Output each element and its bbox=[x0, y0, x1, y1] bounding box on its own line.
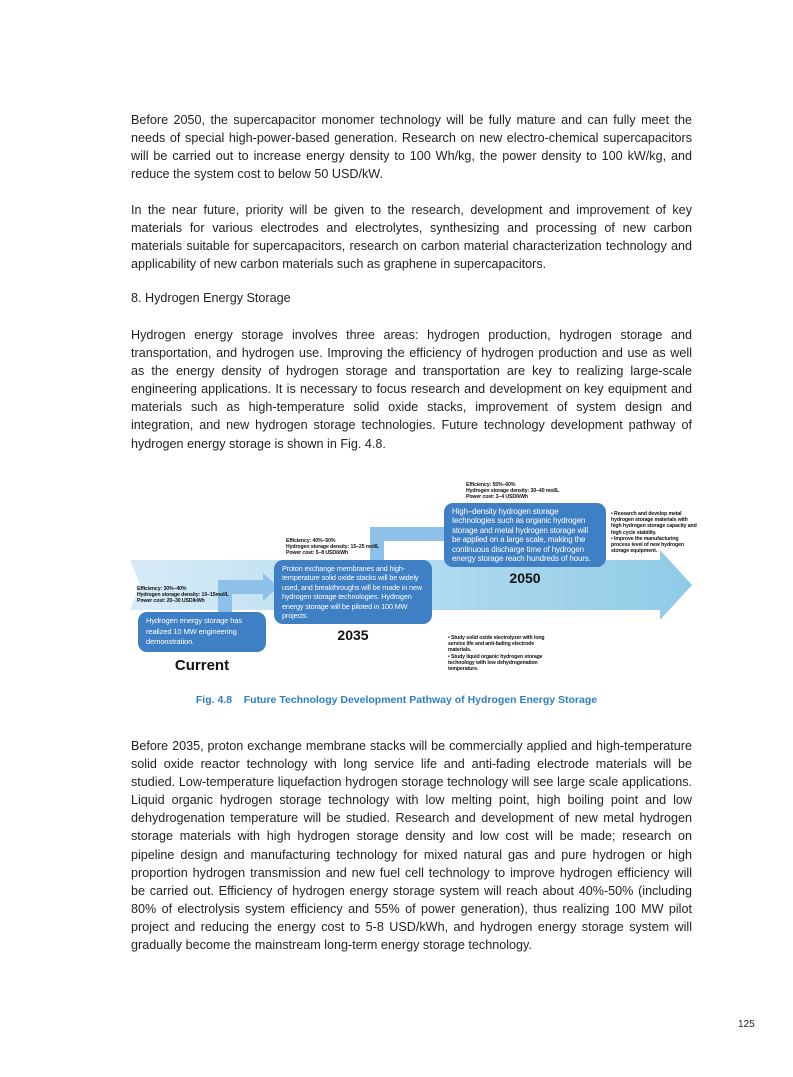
note-item: • Study solid oxide electrolyzer with long service life and anti-fading electrode materials. bbox=[448, 635, 545, 654]
metric-density: Hydrogen storage density: 15–25 mol/L bbox=[286, 544, 380, 551]
current-box: Hydrogen energy storage has realized 10 MW engineering demonstration. bbox=[138, 612, 266, 652]
note-item: • Research and develop metal hydrogen storage materials with high hydrogen storage capacity and high cycle stability. bbox=[611, 511, 697, 536]
metric-density: Hydrogen storage density: 30–40 mol/L bbox=[466, 488, 560, 495]
metric-efficiency: Efficiency: 40%–50% bbox=[286, 538, 336, 544]
2035-label: 2035 bbox=[337, 627, 369, 644]
paragraph-supercapacitor-2050: Before 2050, the supercapacitor monomer technology will be fully mature and can fully meet the needs of special high-power-based generation. Research on new electro-chemical supercapacitors will be carried out to increase energy density to 100 Wh/kg, the power density to 100 kW/kg, and reduce the system cost to below 50 USD/kW. bbox=[131, 113, 692, 182]
figure-caption: Fig. 4.8 Future Technology Development Pathway of Hydrogen Energy Storage bbox=[195, 694, 598, 706]
metric-efficiency: Efficiency: 30%–40% bbox=[137, 586, 187, 592]
current-metrics bbox=[137, 586, 267, 605]
page-number: 125 bbox=[738, 1019, 755, 1030]
2035-box: Proton exchange membranes and high-temperature solid oxide stacks will be widely used, and breakthroughs will be made in new hydrogen storage technologies. Hydrogen energy storage will be piloted in 100 MW projects. bbox=[274, 560, 432, 624]
note-item: • Study liquid organic hydrogen storage technology with low dehydrogenation temperature. bbox=[448, 653, 543, 673]
2050-metrics bbox=[466, 482, 596, 501]
note-item: • Improve the manufacturing process level of new hydrogen storage equipment. bbox=[611, 535, 684, 555]
2035-notes bbox=[448, 635, 558, 672]
current-label: Current bbox=[174, 656, 230, 674]
current-column bbox=[138, 612, 266, 674]
metric-density: Hydrogen storage density: 10–15mol/L bbox=[137, 592, 229, 599]
paragraph-supercapacitor-near-future: In the near future, priority will be given to the research, development and improvement of key materials for various electrodes and electrolytes, synthesizing and processing of new carbon materials suitable for supercapacitors, research on carbon material characterization technology and applicability of new carbon materials such as graphene in supercapacitors. bbox=[131, 203, 692, 272]
2050-label: 2050 bbox=[509, 570, 541, 587]
metric-cost: Power cost: 5–8 USD/kWh bbox=[286, 550, 348, 557]
paragraph-hydrogen-intro: Hydrogen energy storage involves three areas: hydrogen production, hydrogen storage and transportation, and hydrogen use. Improving the efficiency of hydrogen production and use as well as the energy density of hydrogen storage and transportation are key to realizing large-scale engineering applications. It is necessary to focus research and development on key equipment and materials such as high-temperature solid oxide stacks, improvement of system design and integration, and new hydrogen storage technologies. Future technology development pathway of hydrogen energy storage is shown in Fig. 4.8. bbox=[131, 328, 692, 451]
2035-column bbox=[274, 560, 432, 643]
paragraph-before-2035: Before 2035, proton exchange membrane stacks will be commercially applied and high-temperature solid oxide reactor technology with long service life and anti-fading electrode materials will be studied. Low-temperature liquefaction hydrogen storage technology will see large scale applications. Liquid organic hydrogen storage technology with low melting point, high boiling point and low dehydrogenation temperature will be studied. Research and development of new metal hydrogen storage materials with high hydrogen storage density and low cost will be made; research on pipeline design and manufacturing technology for mixed natural gas and pure hydrogen or high proportion hydrogen transmission and new fuel cell technology to improve hydrogen efficiency will be carried out. Efficiency of hydrogen energy storage system will reach about 40%-50% (including 80% of electrolysis system efficiency and 55% of power generation), thus realizing 100 MW pilot project and reducing the energy cost to 5-8 USD/kWh, and hydrogen energy storage system will gradually become the mainstream long-term energy storage technology. bbox=[131, 739, 692, 953]
2050-notes bbox=[611, 511, 697, 554]
metric-cost: Power cost: 20–30 USD/kWh bbox=[137, 598, 205, 605]
metric-cost: Power cost: 3–4 USD/kWh bbox=[466, 494, 528, 501]
metric-efficiency: Efficiency: 55%–60% bbox=[466, 482, 516, 488]
2050-box: High–density hydrogen storage technologies such as organic hydrogen storage and metal hydrogen storage will be applied on a large scale, making the continuous discharge time of hydrogen energy storage reach hundreds of hours. bbox=[444, 503, 606, 567]
2050-column bbox=[444, 503, 606, 586]
section-heading: 8. Hydrogen Energy Storage bbox=[131, 291, 291, 305]
2035-metrics bbox=[286, 538, 416, 557]
figure-hydrogen-pathway bbox=[130, 475, 700, 690]
